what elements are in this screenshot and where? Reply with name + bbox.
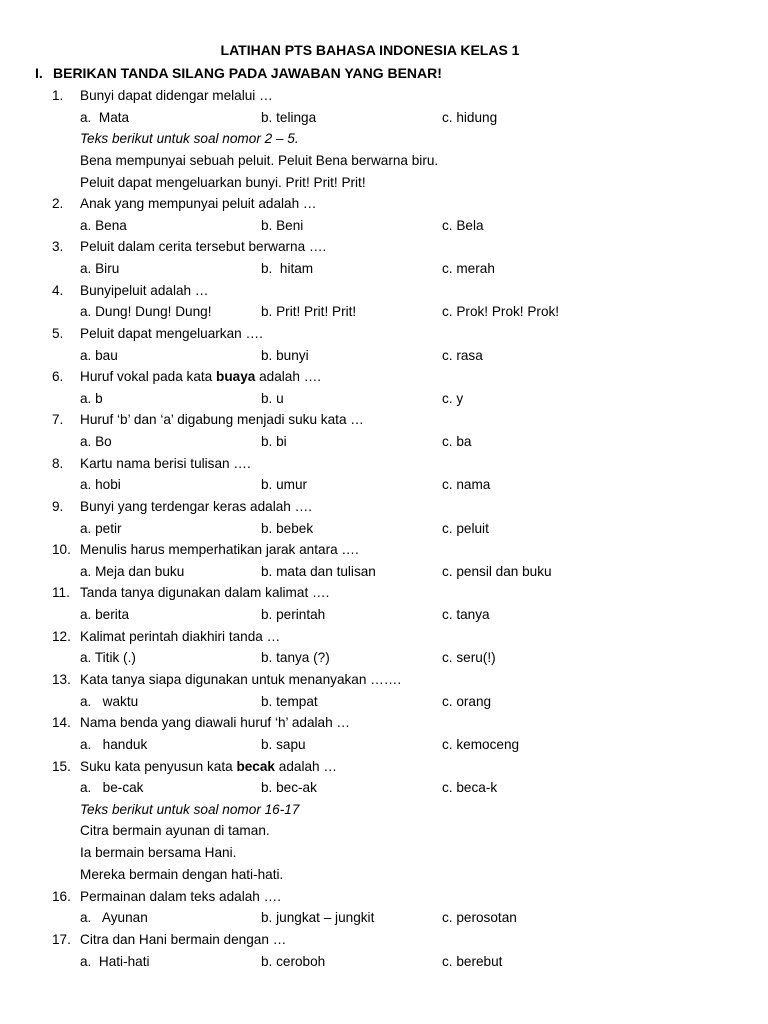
- question-number: 13.: [52, 672, 71, 687]
- option-a: a. Hati-hati: [80, 954, 150, 969]
- section-instruction: BERIKAN TANDA SILANG PADA JAWABAN YANG BENAR!: [53, 65, 442, 81]
- page-title: LATIHAN PTS BAHASA INDONESIA KELAS 1: [220, 42, 520, 58]
- question-number: 3.: [52, 239, 64, 254]
- option-b: b. bec-ak: [261, 780, 317, 795]
- passage-line: Peluit dapat mengeluarkan bunyi. Prit! Prit! Prit!: [80, 175, 366, 190]
- question-text: Kalimat perintah diakhiri tanda …: [80, 629, 281, 644]
- question-number: 1.: [52, 88, 64, 103]
- question-number: 9.: [52, 499, 64, 514]
- keyword: becak: [236, 759, 275, 774]
- option-c: c. orang: [442, 694, 492, 709]
- passage-line: Citra bermain ayunan di taman.: [80, 823, 270, 838]
- option-b: b. Prit! Prit! Prit!: [261, 304, 357, 319]
- option-b: b. u: [261, 391, 284, 406]
- passage-line: Ia bermain bersama Hani.: [80, 845, 237, 860]
- option-a: a. handuk: [80, 737, 148, 752]
- question-number: 16.: [52, 889, 71, 904]
- question-number: 6.: [52, 369, 64, 384]
- option-c: c. hidung: [442, 110, 498, 125]
- passage-heading: Teks berikut untuk soal nomor 2 – 5.: [80, 131, 299, 146]
- option-b: b. Beni: [261, 218, 304, 233]
- question-number: 10.: [52, 542, 71, 557]
- question-text: Bunyipeluit adalah …: [80, 283, 209, 298]
- question-number: 7.: [52, 412, 64, 427]
- keyword: buaya: [216, 369, 256, 384]
- option-a: a. Meja dan buku: [80, 564, 185, 579]
- question-text: Permainan dalam teks adalah ….: [80, 889, 281, 904]
- option-c: c. berebut: [442, 954, 503, 969]
- option-a: a. b: [80, 391, 103, 406]
- option-c: c. ba: [442, 434, 472, 449]
- option-b: b. perintah: [261, 607, 326, 622]
- question-text: Bunyi yang terdengar keras adalah ….: [80, 499, 312, 514]
- option-b: b. jungkat – jungkit: [261, 910, 375, 925]
- question-text-end: adalah …: [274, 759, 337, 774]
- question-number: 17.: [52, 932, 71, 947]
- question-text: Citra dan Hani bermain dengan …: [80, 932, 287, 947]
- question-text: Tanda tanya digunakan dalam kalimat ….: [80, 585, 330, 600]
- option-b: b. bi: [261, 434, 287, 449]
- option-b: b. bunyi: [261, 348, 309, 363]
- passage-heading: Teks berikut untuk soal nomor 16-17: [80, 802, 300, 817]
- option-a: a. be-cak: [80, 780, 144, 795]
- question-text: [80, 367, 321, 387]
- section-heading: [35, 65, 442, 81]
- question-text: Menulis harus memperhatikan jarak antara ….: [80, 542, 359, 557]
- option-a: a. bau: [80, 348, 118, 363]
- question-number: 8.: [52, 456, 64, 471]
- option-a: a. Bo: [80, 434, 112, 449]
- option-c: c. Bela: [442, 218, 484, 233]
- question-text-start: Huruf vokal pada kata: [80, 369, 217, 384]
- question-text: Huruf ‘b’ dan ‘a’ digabung menjadi suku kata …: [80, 412, 364, 427]
- option-c: c. nama: [442, 477, 491, 492]
- question-text: Bunyi dapat didengar melalui …: [80, 88, 273, 103]
- question-number: 5.: [52, 326, 64, 341]
- option-c: c. pensil dan buku: [442, 564, 552, 579]
- option-a: a. Dung! Dung! Dung!: [80, 304, 212, 319]
- option-b: b. telinga: [261, 110, 317, 125]
- option-a: a. Bena: [80, 218, 127, 233]
- option-c: c. perosotan: [442, 910, 517, 925]
- question-text: Kata tanya siapa digunakan untuk menanyakan …….: [80, 672, 402, 687]
- option-b: b. tempat: [261, 694, 318, 709]
- passage-line: Mereka bermain dengan hati-hati.: [80, 867, 284, 882]
- option-b: b. sapu: [261, 737, 306, 752]
- option-a: a. petir: [80, 521, 122, 536]
- option-b: b. ceroboh: [261, 954, 326, 969]
- question-text: Nama benda yang diawali huruf ‘h’ adalah …: [80, 715, 351, 730]
- option-a: a. hobi: [80, 477, 121, 492]
- option-c: c. rasa: [442, 348, 483, 363]
- question-number: 15.: [52, 759, 71, 774]
- question-number: 4.: [52, 283, 64, 298]
- option-a: a. berita: [80, 607, 130, 622]
- option-a: a. waktu: [80, 694, 139, 709]
- option-b: b. bebek: [261, 521, 314, 536]
- option-b: b. umur: [261, 477, 308, 492]
- option-c: c. seru(!): [442, 650, 496, 665]
- option-c: c. kemoceng: [442, 737, 520, 752]
- option-c: c. beca-k: [442, 780, 498, 795]
- section-number: I.: [35, 65, 43, 81]
- option-c: c. Prok! Prok! Prok!: [442, 304, 560, 319]
- question-text: Kartu nama berisi tulisan ….: [80, 456, 251, 471]
- option-b: b. mata dan tulisan: [261, 564, 376, 579]
- option-c: c. peluit: [442, 521, 489, 536]
- option-a: a. Titik (.): [80, 650, 136, 665]
- question-number: 12.: [52, 629, 71, 644]
- option-c: c. y: [442, 391, 464, 406]
- question-number: 2.: [52, 196, 64, 211]
- passage-line: Bena mempunyai sebuah peluit. Peluit Bena berwarna biru.: [80, 153, 439, 168]
- option-b: b. hitam: [261, 261, 314, 276]
- question-text: Anak yang mempunyai peluit adalah …: [80, 196, 317, 211]
- option-a: a. Mata: [80, 110, 130, 125]
- question-text-end: adalah ….: [255, 369, 322, 384]
- option-c: c. merah: [442, 261, 495, 276]
- option-b: b. tanya (?): [261, 650, 330, 665]
- option-c: c. tanya: [442, 607, 490, 622]
- question-text: Peluit dapat mengeluarkan ….: [80, 326, 263, 341]
- question-text: Peluit dalam cerita tersebut berwarna ….: [80, 239, 327, 254]
- question-number: 14.: [52, 715, 71, 730]
- option-a: a. Biru: [80, 261, 120, 276]
- option-a: a. Ayunan: [80, 910, 148, 925]
- question-text: [80, 757, 337, 777]
- question-number: 11.: [52, 585, 70, 600]
- question-text-start: Suku kata penyusun kata: [80, 759, 237, 774]
